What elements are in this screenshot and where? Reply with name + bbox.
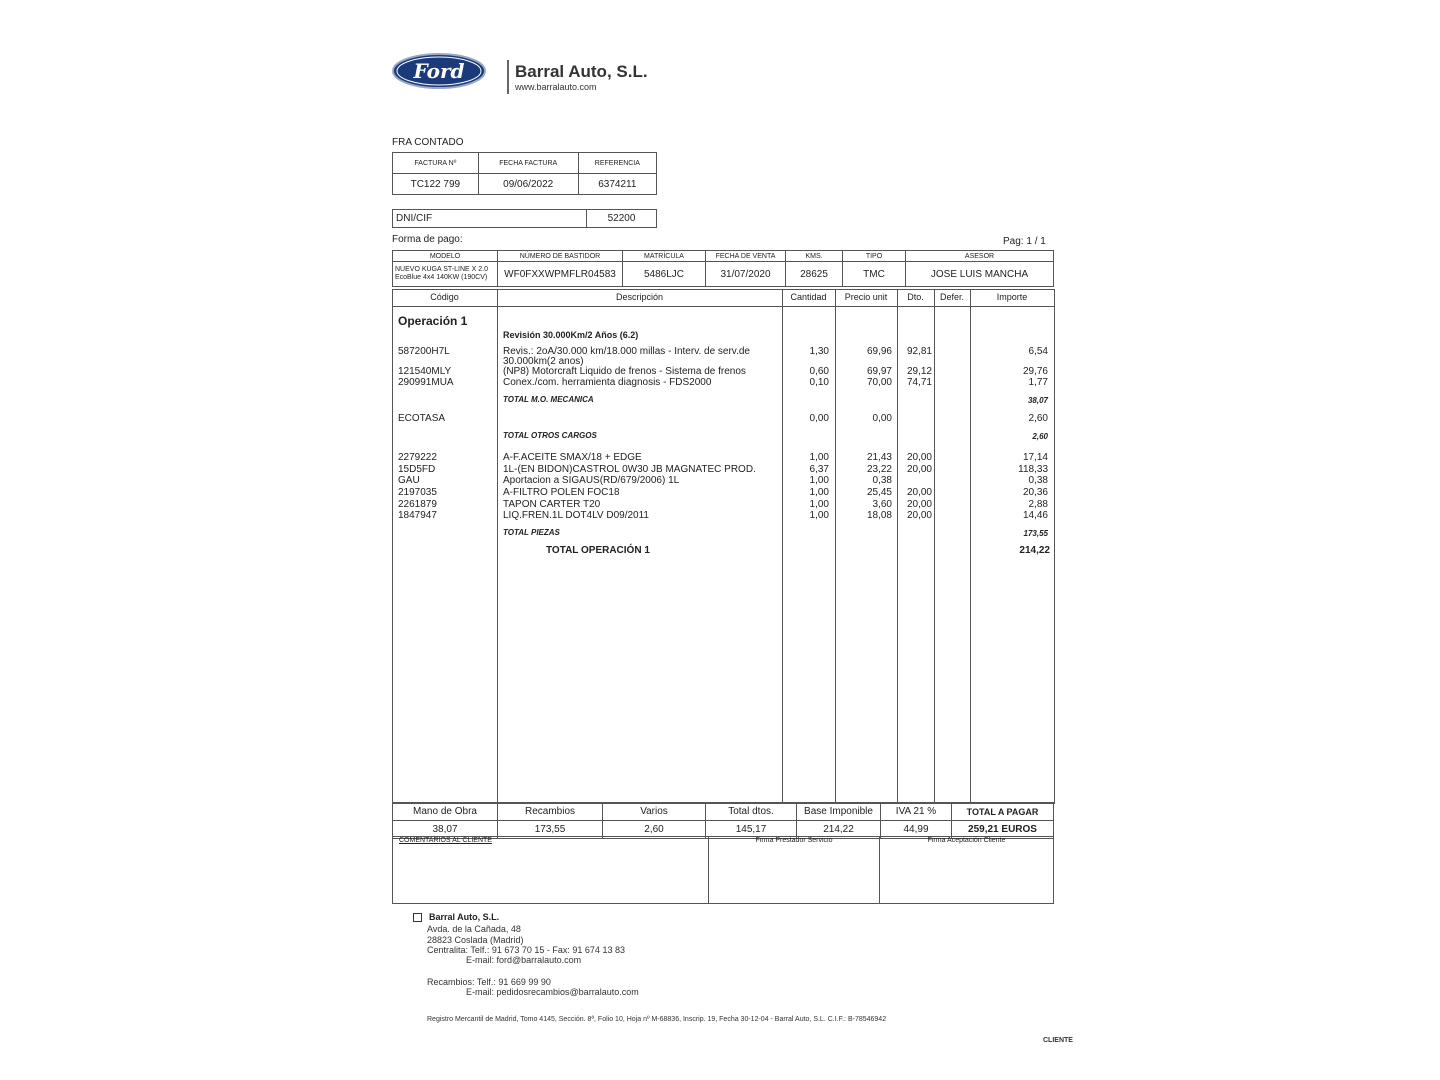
line-description: LIQ.FREN.1L DOT4LV D09/2011 bbox=[503, 510, 649, 521]
line-unit-price: 0,38 bbox=[872, 475, 892, 486]
line-description: Revis.: 2oA/30.000 km/18.000 millas - Interv. de serv.de bbox=[503, 346, 750, 357]
line-amount: 14,46 bbox=[1022, 510, 1048, 521]
line-unit-price: 23,22 bbox=[866, 464, 892, 475]
model-value bbox=[393, 262, 498, 287]
line-description: (NP8) Motorcraft Liquido de frenos - Sistema de frenos bbox=[503, 366, 746, 377]
logo-text: Ford bbox=[413, 59, 465, 83]
line-unit-price: 0,00 bbox=[872, 413, 892, 424]
line-unit-price: 69,96 bbox=[866, 346, 892, 357]
invoice-number-label: FACTURA Nº bbox=[393, 153, 479, 174]
footer-email: E-mail: ford@barralauto.com bbox=[466, 955, 582, 965]
line-amount: 2,88 bbox=[1028, 499, 1048, 510]
discount-column-header: Dto. bbox=[897, 289, 934, 307]
invoice-header-table bbox=[392, 152, 657, 195]
line-amount: 29,76 bbox=[1022, 366, 1048, 377]
line-unit-price: 25,45 bbox=[866, 487, 892, 498]
invoice-date-label: FECHA FACTURA bbox=[478, 153, 578, 174]
vin-header: NÚMERO DE BASTIDOR bbox=[498, 251, 623, 262]
total-parts-value: 173,55 bbox=[1023, 529, 1048, 538]
line-amount: 20,36 bbox=[1022, 487, 1048, 498]
model-line-2: EcoBlue 4x4 140KW (190CV) bbox=[395, 274, 488, 281]
discount-summary-value: 145,17 bbox=[706, 821, 797, 839]
line-quantity: 1,00 bbox=[809, 487, 829, 498]
line-description: 1L-(EN BIDON)CASTROL 0W30 JB MAGNATEC PROD. bbox=[503, 464, 756, 475]
misc-summary-label: Varios bbox=[603, 803, 706, 821]
summary-table bbox=[392, 802, 1054, 839]
total-to-pay-value: 259,21 EUROS bbox=[952, 821, 1054, 839]
plate-value: 5486LJC bbox=[623, 262, 706, 287]
line-unit-price: 21,43 bbox=[866, 452, 892, 463]
vat-value: 44,99 bbox=[881, 821, 952, 839]
line-unit-price: 18,08 bbox=[866, 510, 892, 521]
line-quantity: 1,00 bbox=[809, 510, 829, 521]
type-value: TMC bbox=[843, 262, 906, 287]
line-description: A-F.ACEITE SMAX/18 + EDGE bbox=[503, 452, 642, 463]
line-description: Aportacion a SIGAUS(RD/679/2006) 1L bbox=[503, 475, 680, 486]
invoice-date: 09/06/2022 bbox=[478, 174, 578, 195]
company-url: www.barralauto.com bbox=[515, 82, 597, 92]
customer-comments-label: COMENTARIOS AL CLIENTE bbox=[393, 837, 709, 904]
line-description: Conex./com. herramienta diagnosis - FDS2000 bbox=[503, 377, 712, 388]
line-amount: 1,77 bbox=[1028, 377, 1048, 388]
column-divider bbox=[497, 289, 498, 802]
reference-value: 6374211 bbox=[578, 174, 656, 195]
total-operation-value: 214,22 bbox=[1019, 545, 1050, 556]
footer-address-2: 28823 Coslada (Madrid) bbox=[427, 935, 524, 945]
labour-summary-value: 38,07 bbox=[393, 821, 498, 839]
description-column-header: Descripción bbox=[497, 289, 782, 307]
line-discount: 20,00 bbox=[906, 510, 932, 521]
line-quantity: 0,60 bbox=[809, 366, 829, 377]
type-header: TIPO bbox=[843, 251, 906, 262]
unit-price-column-header: Precio unit bbox=[835, 289, 897, 307]
dni-label: DNI/CIF bbox=[393, 210, 587, 228]
total-other-value: 2,60 bbox=[1032, 432, 1048, 441]
total-parts-label: TOTAL PIEZAS bbox=[503, 528, 560, 537]
line-code: 290991MUA bbox=[398, 377, 454, 388]
line-discount: 20,00 bbox=[906, 464, 932, 475]
line-discount: 20,00 bbox=[906, 452, 932, 463]
advisor-value: JOSE LUIS MANCHA bbox=[906, 262, 1054, 287]
model-header: MODELO bbox=[393, 251, 498, 262]
line-description-cont: 30.000km(2 anos) bbox=[503, 356, 584, 367]
amount-column-header: Importe bbox=[970, 289, 1054, 307]
code-column-header: Código bbox=[392, 289, 497, 307]
line-code: 587200H7L bbox=[398, 346, 450, 357]
misc-summary-value: 2,60 bbox=[603, 821, 706, 839]
quantity-column-header: Cantidad bbox=[782, 289, 835, 307]
total-operation-label: TOTAL OPERACIÓN 1 bbox=[546, 545, 650, 556]
line-quantity: 0,00 bbox=[809, 413, 829, 424]
discount-summary-label: Total dtos. bbox=[706, 803, 797, 821]
tax-base-value: 214,22 bbox=[797, 821, 881, 839]
vat-label: IVA 21 % bbox=[881, 803, 952, 821]
copy-label: CLIENTE bbox=[1043, 1037, 1073, 1044]
footer-phone: Centralita: Telf.: 91 673 70 15 - Fax: 91 674 13 83 bbox=[427, 945, 625, 955]
line-code: 1847947 bbox=[398, 510, 437, 521]
reference-label: REFERENCIA bbox=[578, 153, 656, 174]
total-other-label: TOTAL OTROS CARGOS bbox=[503, 431, 597, 440]
line-description: TAPON CARTER T20 bbox=[503, 499, 601, 510]
line-code: 2279222 bbox=[398, 452, 437, 463]
sale-date-value: 31/07/2020 bbox=[706, 262, 786, 287]
line-description: A-FILTRO POLEN FOC18 bbox=[503, 487, 620, 498]
line-quantity: 1,30 bbox=[809, 346, 829, 357]
column-divider bbox=[934, 289, 935, 802]
line-quantity: 1,00 bbox=[809, 499, 829, 510]
line-quantity: 1,00 bbox=[809, 452, 829, 463]
line-code: 2261879 bbox=[398, 499, 437, 510]
page-number: Pag: 1 / 1 bbox=[1003, 236, 1046, 247]
kms-header: KMS. bbox=[786, 251, 843, 262]
total-to-pay-label: TOTAL A PAGAR bbox=[952, 803, 1054, 821]
labour-summary-label: Mano de Obra bbox=[393, 803, 498, 821]
line-amount: 17,14 bbox=[1022, 452, 1048, 463]
checkbox-icon bbox=[413, 913, 422, 922]
line-unit-price: 69,97 bbox=[866, 366, 892, 377]
invoice-number: TC122 799 bbox=[393, 174, 479, 195]
sale-date-header: FECHA DE VENTA bbox=[706, 251, 786, 262]
parts-summary-label: Recambios bbox=[498, 803, 603, 821]
advisor-header: ASESOR bbox=[906, 251, 1054, 262]
model-line-1: NUEVO KUGA ST-LINE X 2.0 bbox=[395, 266, 488, 273]
line-amount: 2,60 bbox=[1028, 413, 1048, 424]
tax-base-label: Base Imponible bbox=[797, 803, 881, 821]
footer-company: Barral Auto, S.L. bbox=[429, 912, 500, 922]
line-amount: 118,33 bbox=[1018, 464, 1048, 475]
footer-address-1: Avda. de la Cañada, 48 bbox=[427, 924, 521, 934]
provider-signature-label: Firma Prestador Servicio bbox=[709, 837, 880, 904]
client-signature-label: Firma Aceptación Cliente bbox=[880, 837, 1054, 904]
kms-value: 28625 bbox=[786, 262, 843, 287]
line-discount: 20,00 bbox=[906, 487, 932, 498]
line-code: ECOTASA bbox=[398, 413, 446, 424]
brand-separator bbox=[507, 60, 509, 94]
line-code: 2197035 bbox=[398, 487, 437, 498]
registry-text: Registro Mercantil de Madrid, Tomo 4145, Sección. 8ª, Folio 10, Hoja nº M-68836, Inscrip. 19, Fecha 30-12-04 - Barral Auto, S.L. C.I.F.: B-78546942 bbox=[427, 1016, 887, 1023]
company-name: Barral Auto, S.L. bbox=[515, 62, 648, 81]
parts-summary-value: 173,55 bbox=[498, 821, 603, 839]
dni-value: 52200 bbox=[587, 210, 657, 228]
line-discount: 92,81 bbox=[906, 346, 932, 357]
deferred-column-header: Defer. bbox=[934, 289, 970, 307]
line-discount: 74,71 bbox=[906, 377, 932, 388]
document-type: FRA CONTADO bbox=[392, 137, 464, 148]
vehicle-table bbox=[392, 250, 1054, 287]
payment-method-label: Forma de pago: bbox=[392, 234, 463, 245]
line-amount: 6,54 bbox=[1028, 346, 1048, 357]
footer-parts-phone: Recambios: Telf.: 91 669 99 90 bbox=[427, 977, 551, 987]
line-amount: 0,38 bbox=[1028, 475, 1048, 486]
line-code: 15D5FD bbox=[398, 464, 436, 475]
line-unit-price: 70,00 bbox=[866, 377, 892, 388]
line-code: GAU bbox=[398, 475, 420, 486]
line-discount: 29,12 bbox=[906, 366, 932, 377]
ford-logo bbox=[392, 53, 486, 89]
line-quantity: 0,10 bbox=[809, 377, 829, 388]
total-labour-label: TOTAL M.O. MECANICA bbox=[503, 395, 594, 404]
footer-parts-email: E-mail: pedidosrecambios@barralauto.com bbox=[466, 987, 639, 997]
vin-value: WF0FXXWPMFLR04583 bbox=[498, 262, 623, 287]
total-labour-value: 38,07 bbox=[1027, 396, 1048, 405]
operation-title: Operación 1 bbox=[398, 314, 468, 328]
line-quantity: 6,37 bbox=[809, 464, 829, 475]
line-quantity: 1,00 bbox=[809, 475, 829, 486]
operation-subtitle: Revisión 30.000Km/2 Años (6.2) bbox=[503, 330, 639, 340]
line-code: 121540MLY bbox=[398, 366, 452, 377]
line-discount: 20,00 bbox=[906, 499, 932, 510]
signature-table bbox=[392, 836, 1054, 904]
line-unit-price: 3,60 bbox=[872, 499, 892, 510]
dni-table bbox=[392, 209, 657, 228]
plate-header: MATRÍCULA bbox=[623, 251, 706, 262]
